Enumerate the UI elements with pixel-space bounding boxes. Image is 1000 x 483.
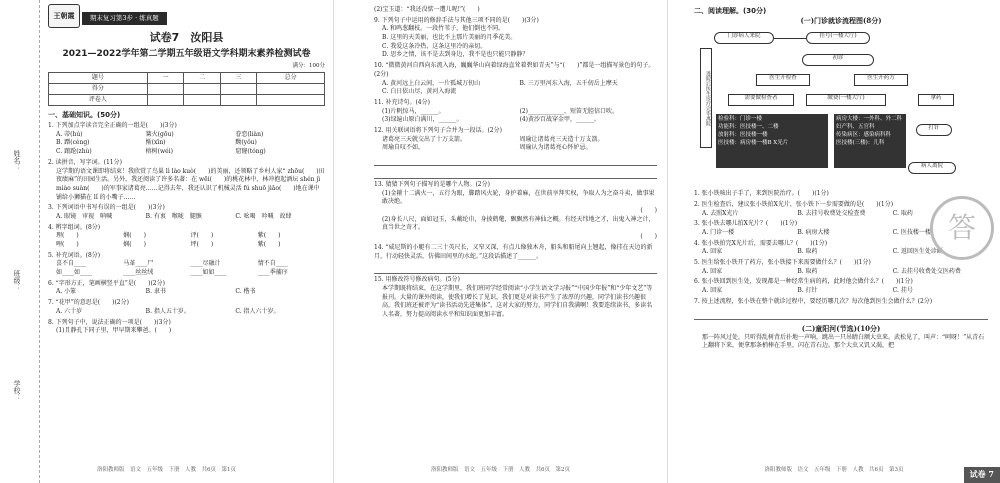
question-2: 2. 读拼音，写字词。(11分) bbox=[48, 158, 122, 166]
options-row: A. 门诊一楼 B. 病房大楼 C. 医技楼一楼 bbox=[702, 229, 931, 237]
carryover-item: (2)宝玉道：“我还没惦一遭儿呢!”( ) bbox=[374, 6, 480, 13]
score-row-label: 得分 bbox=[49, 83, 148, 94]
question-5: 5. 补充词语。(8分) bbox=[48, 251, 101, 259]
question-7: 7. “花甲”的意思是( )(2分) bbox=[48, 299, 129, 307]
question-r4: 4. 张小铁拍完X光片后，需要去哪儿？( )(1分) bbox=[694, 239, 828, 247]
answer-line[interactable] bbox=[694, 308, 988, 320]
question-r7: 7. 按上述流程，张小铁在整个就诊过程中，要经历哪几次？每次他到医生会做什么？(2分) bbox=[694, 297, 933, 305]
side-note: 进院后医生诊疗完毕离院 bbox=[700, 48, 712, 148]
question-4: 4. 辨字组词。(8分) bbox=[48, 223, 101, 231]
question-13-1: (1)金箍十二满火一，五行为眼，脚踏风火轮，身护着麻，在世前享拜实权，争取人为之奋斗卖，做事果敢决绝。 bbox=[382, 189, 655, 206]
options-row: A. 回家 B. 打针 C. 挂号 bbox=[702, 287, 913, 295]
score-cell[interactable] bbox=[220, 83, 256, 94]
answer-line[interactable] bbox=[374, 167, 657, 179]
score-header-cell: 总分 bbox=[257, 72, 325, 83]
question-2-text: 这学期的语文课即将结束！我欣赏了鸟巢 lì lào kuò( )的美丽，还领略了乡村人家“ zhōu( )田夜绩麻”的田园生活。另外，我还阅读了许多名著：在 wēi( )的桃花林中，林冲抱起酒坛 shén jì miào suàn( )的军事家诸葛亮……记得去年，我还认识了机械灵活 fú shuō jiāo( )地在课中铺给小狮猫在 lǐ 的小嘴子…… bbox=[56, 167, 325, 201]
score-header-cell: 三 bbox=[220, 72, 256, 83]
score-cell[interactable] bbox=[220, 94, 256, 105]
reading-title-1: (一)门诊就诊流程图(8分) bbox=[800, 16, 882, 26]
node-prescription: 医生开药方 bbox=[854, 74, 908, 86]
reading-passage: 那一阵风过处，只听得乱树背后扑地一声响，跳出一只吊睛白额大虫来。武松见了，叫声：“呵呀！”从青石上翻将下来，便拿那条梢棒在手里，闪在青石边。那个大虫又饥又渴，把 bbox=[702, 333, 985, 350]
question-r2: 2. 医生检查后，建议张小铁拍X光片，张小铁下一步需要做的是( )(1分) bbox=[694, 200, 894, 208]
class-label: 班级： bbox=[13, 270, 21, 291]
poem-row: (1)片帆惊马，______。 (2)____________，短笛无腔信口吹。 bbox=[382, 107, 618, 115]
score-cell[interactable] bbox=[184, 83, 220, 94]
reading-title-2: (二)童阳河(节选)(10分) bbox=[801, 323, 881, 333]
question-1: 1. 下列加点字读音完全正确的一组是( )(3分) bbox=[48, 122, 177, 130]
answer-blank[interactable]: ( ) bbox=[640, 207, 657, 215]
option: B. 这里的天美丽，也比不上那片美丽的月季花美。 bbox=[382, 34, 517, 42]
node-payment: 缴费(一楼大厅) bbox=[806, 94, 886, 106]
option: A. 和鸣葱翻枝。一段竹苇子，他们倒也不同。 bbox=[382, 25, 505, 33]
question-13-2: (2)身长八尺，面如冠玉，头戴纶巾，身披鹤氅，飘飘然有神仙之概。有经天纬地之才，出鬼入神之计，真当世之奇才。 bbox=[382, 215, 655, 232]
page-footer: 洛阳教师版 语文 五年级 下册 人教 共6页 第1页 bbox=[96, 467, 236, 474]
brand-logo: 王朝霞 bbox=[48, 4, 80, 28]
question-13: 13. 猜猜下列句子描写的是哪个人物。(2分) bbox=[374, 181, 490, 188]
question-r6: 6. 张小铁回到医生处，发现都是一种经常生病的药，此时他会做什么？( )(1分) bbox=[694, 278, 913, 286]
node-leave: 病人离院 bbox=[908, 162, 956, 174]
node-arrive: 门诊病人来院 bbox=[714, 32, 774, 44]
exam-subtitle: 2021—2022学年第二学期五年级语文学科期末素养检测试卷 bbox=[62, 48, 311, 59]
options-row: A. 眼镜 审视 呐喊 B. 有衷 喉咙 腿骸 C. 吆喝 吟喊 故肆 bbox=[56, 212, 292, 220]
options-row: A. 蒂(hú) 篝火(gōu) 眷恋(liàn) bbox=[56, 130, 264, 138]
question-8: 8. 下列句子中，说法正确的一项是( )(3分) bbox=[48, 318, 171, 326]
question-3: 3. 下列词语中书写有误的一组是( )(3分) bbox=[48, 204, 165, 212]
page-footer: 洛阳教师版 语文 五年级 下册 人教 共6页 第2页 bbox=[430, 467, 570, 474]
answer-blank[interactable]: ( ) bbox=[640, 233, 657, 241]
node-register: 挂号(一楼大厅) bbox=[806, 32, 870, 44]
flow-arrow bbox=[774, 38, 806, 39]
options-row: A. 回家 B. 取药 C. 去挂号收费处交医药费 bbox=[702, 267, 961, 275]
clinic-flowchart bbox=[694, 28, 988, 188]
options-row: A. 小篆 B. 隶书 C. 楷书 bbox=[56, 288, 256, 296]
score-row-label: 评卷人 bbox=[49, 94, 148, 105]
options-row: A. 六十岁 B. 指人五十岁。 C. 指人六十岁。 bbox=[56, 307, 280, 315]
node-pickup: 拿药 bbox=[918, 94, 954, 106]
options-row: A. 去照X光片 B. 去挂号收费处交检查费 C. 取药 bbox=[702, 209, 913, 217]
options-row: A. 回家 B. 取药 C. 返回医生处诊断 bbox=[702, 248, 943, 256]
exam-page-2 bbox=[333, 0, 667, 483]
sentence-row: 诸葛亮三天就交出了十万支箭。 周瑜让诸葛亮三天造十万支箭。 bbox=[382, 135, 604, 143]
score-table bbox=[48, 72, 325, 106]
question-15-text: 本学期既将结束，在这学期里，我们班同学经常阅读“小学生语文学习报”“中国少年报”和“少年文艺”等报刊。大量的课外阅读，使我们增长了见识，我们更是对读书产生了浓厚的兴趣，同学们读书兴趣很高，我们班还被评为“读书活动先进集体”，这对大家的努力，同学们自我满啊！我要连续读书，多读名人名著，努力提高阅读水平和知识面更加丰富。 bbox=[382, 284, 653, 318]
page-footer: 洛阳教师版 语文 五年级 下册 人教 共6页 第3页 bbox=[764, 467, 904, 474]
exam-page-3 bbox=[667, 0, 1000, 483]
question-8-text: (1)且静孔下同子里，甲早期来攀爸。( ) bbox=[56, 327, 172, 335]
score-header-cell: 一 bbox=[147, 72, 183, 83]
fill-row: 喜不自____ 马革____尸 ____尽融计 情不自____ bbox=[56, 260, 288, 268]
dept-box-right: 病房大楼：一外科、外二科 妇产科、五官科 传染病区：感染病科科 医技楼(三楼)：儿科 bbox=[834, 114, 906, 168]
exam-title: 试卷7 汝阳县 bbox=[149, 31, 224, 44]
node-exam-order: 医生开检查 bbox=[756, 74, 810, 86]
name-label: 姓名： bbox=[13, 150, 21, 171]
question-r3: 3. 张小铁去哪儿拍X光片？( )(1分) bbox=[694, 220, 798, 228]
exam-number-tag: 试卷 7 bbox=[964, 467, 1000, 483]
answer-line[interactable] bbox=[374, 262, 657, 274]
section-heading: 一、基础知识。(50分) bbox=[48, 110, 121, 119]
review-banner: 期末复习第3步 · 练真题 bbox=[82, 12, 167, 25]
exam-page-1 bbox=[0, 0, 333, 483]
question-15: 15. 用修改符号修改病句。(5分) bbox=[374, 276, 460, 284]
char-row: 哩( ) 娴( ) 坪( ) 紫( ) bbox=[56, 241, 281, 249]
fill-row: 如____如____ ____丝丝绒 ____如如____ ____季捕序 bbox=[56, 269, 288, 277]
node-need-exam: 需要做检查者 bbox=[728, 94, 794, 106]
question-r5: 5. 医生给张小铁开了药方，张小铁接下来需要做什么？( )(1分) bbox=[694, 259, 871, 267]
options-row: A. 黄河远上白云间，一片孤城万仞山 B. 三万里河东入海，五千仞岳上摩天 bbox=[382, 79, 618, 87]
options-row: C. 白日依山尽，黄河入海流 bbox=[382, 88, 457, 96]
options-row: C. 踉跄(zhù) 榕树(wéi) 窟窿(tóng) bbox=[56, 148, 266, 156]
answer-line[interactable] bbox=[374, 154, 657, 166]
section-heading: 二、阅读理解。(30分) bbox=[694, 7, 767, 15]
node-injection: 打针 bbox=[916, 124, 952, 136]
question-12: 12. 用关联词语将下列句子合并为一段话。(2分) bbox=[374, 126, 502, 134]
sentence-row: 周瑜自叹不如。 周瑜认为诸葛亮心怀妒忌。 bbox=[382, 144, 592, 152]
char-row: 理( ) 娴( ) 评( ) 紫( ) bbox=[56, 232, 281, 240]
poem-row: (3)绿遍山原白满川，______。 (4)黄沙百战穿金甲，______。 bbox=[382, 116, 600, 124]
dept-box-left: 检验科：门诊一楼 功能科：医技楼一、二楼 放射科：医技楼一楼 医技楼：病房楼一楼B X光片 bbox=[716, 114, 828, 168]
options-row: B. 蹭(cèng) 惭(xīn) 黝(yǒu) bbox=[56, 139, 257, 147]
question-r1: 1. 张小铁咳出子手了，来到医院治疗。( )(1分) bbox=[694, 190, 829, 198]
binding-margin bbox=[0, 0, 40, 483]
option: D. 思乡之情，该不是去到身边，我不是也只能只静静？ bbox=[382, 51, 529, 59]
score-cell[interactable] bbox=[257, 83, 325, 94]
question-14: 14. “威尼斯的小艇有二三十英尺长，又窄又深，有点儿像独木舟，船头和船尾向上翘起，像挂在天边的新月，行动轻快灵活，仿佛田间里的水蛇。”这段话描述了______。 bbox=[374, 243, 653, 260]
node-first-visit: 初诊 bbox=[802, 54, 874, 66]
score-cell[interactable] bbox=[257, 94, 325, 105]
score-cell[interactable] bbox=[147, 94, 183, 105]
question-6: 6. “字形方正，笔画横竖平直”是( )(2分) bbox=[48, 279, 165, 287]
question-10: 10. “微微黄河自西向东流入海，巍巍华山向着绿海直耸着碧如青天”与“( )”都是一组描写景色的句子。(2分) bbox=[374, 62, 655, 78]
full-score: 满分：100分 bbox=[292, 62, 325, 69]
score-cell[interactable] bbox=[184, 94, 220, 105]
score-header-cell: 二 bbox=[184, 72, 220, 83]
option: C. 我爱这条冷热，这条这里冷的亲切。 bbox=[382, 42, 487, 50]
watermark-stamp: 答 bbox=[930, 196, 994, 260]
question-9: 9. 下列句子中运用的修辞手法与其他三项不同的是( )(3分) bbox=[374, 16, 539, 24]
score-cell[interactable] bbox=[147, 83, 183, 94]
score-header-cell: 题号 bbox=[49, 72, 148, 83]
school-label: 学校： bbox=[13, 380, 21, 401]
question-11: 11. 补充诗句。(4分) bbox=[374, 98, 430, 106]
